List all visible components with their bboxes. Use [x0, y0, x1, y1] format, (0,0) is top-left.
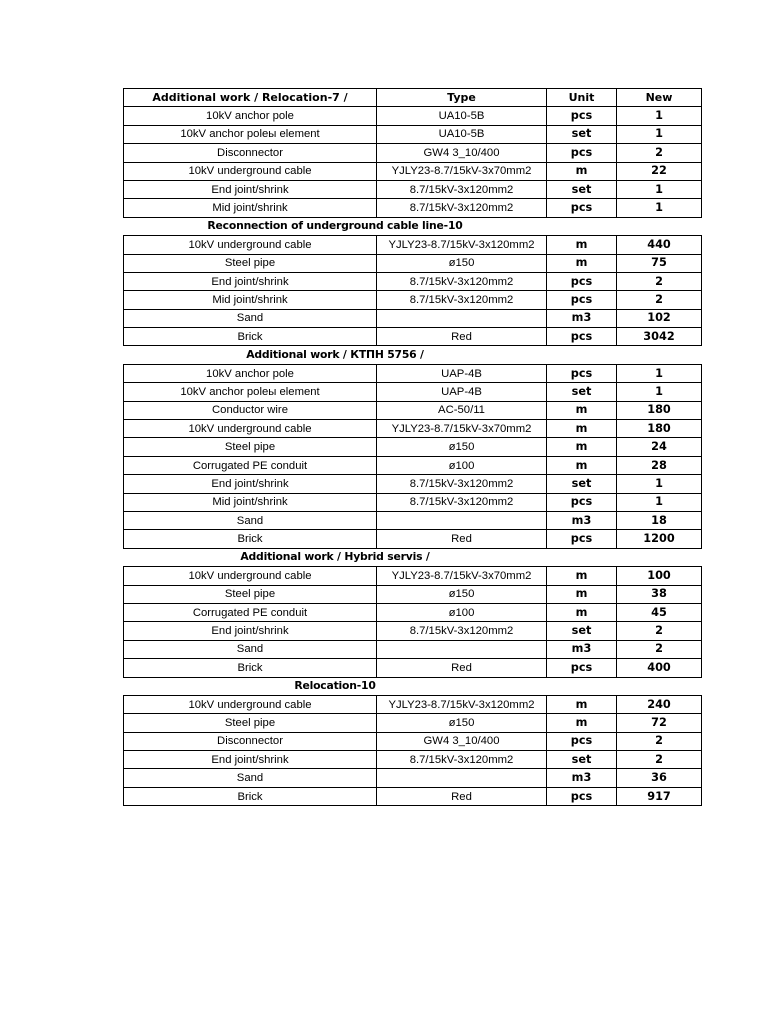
item-quantity: 917 — [617, 787, 702, 805]
item-unit: m — [547, 236, 617, 254]
item-unit: set — [547, 751, 617, 769]
item-unit: pcs — [547, 107, 617, 125]
item-unit: m3 — [547, 640, 617, 658]
item-quantity: 1 — [617, 107, 702, 125]
table-row — [124, 622, 702, 640]
item-unit: set — [547, 180, 617, 198]
item-quantity: 2 — [617, 751, 702, 769]
item-name: Disconnector — [124, 732, 377, 750]
item-quantity: 75 — [617, 254, 702, 272]
item-name: Corrugated PE conduit — [124, 603, 377, 621]
item-quantity: 3042 — [617, 328, 702, 346]
item-type: UA10-5B — [377, 125, 547, 143]
item-name: 10kV anchor poleы element — [124, 125, 377, 143]
item-quantity: 2 — [617, 640, 702, 658]
item-quantity: 400 — [617, 659, 702, 677]
table-row — [124, 420, 702, 438]
item-quantity: 1 — [617, 493, 702, 511]
item-type: Red — [377, 659, 547, 677]
item-quantity: 440 — [617, 236, 702, 254]
item-unit: m — [547, 420, 617, 438]
table-row — [124, 309, 702, 327]
table-row — [124, 438, 702, 456]
item-quantity: 102 — [617, 309, 702, 327]
table-row — [124, 567, 702, 585]
header-type: Type — [377, 89, 547, 107]
table-row — [124, 456, 702, 474]
section-header — [124, 677, 702, 695]
item-name: Corrugated PE conduit — [124, 456, 377, 474]
item-quantity: 2 — [617, 622, 702, 640]
item-unit: set — [547, 475, 617, 493]
item-name: 10kV underground cable — [124, 695, 377, 713]
table-row — [124, 107, 702, 125]
item-type: UA10-5B — [377, 107, 547, 125]
item-unit: m — [547, 401, 617, 419]
item-type: YJLY23-8.7/15kV-3x70mm2 — [377, 162, 547, 180]
item-name: Brick — [124, 659, 377, 677]
item-name: Disconnector — [124, 144, 377, 162]
item-name: 10kV underground cable — [124, 162, 377, 180]
table-row — [124, 659, 702, 677]
item-name: End joint/shrink — [124, 475, 377, 493]
item-name: Brick — [124, 530, 377, 548]
item-type: ø150 — [377, 254, 547, 272]
item-name: Steel pipe — [124, 254, 377, 272]
table-row — [124, 732, 702, 750]
item-unit: pcs — [547, 493, 617, 511]
item-unit: pcs — [547, 530, 617, 548]
item-name: Sand — [124, 769, 377, 787]
item-quantity: 18 — [617, 511, 702, 529]
item-type: 8.7/15kV-3x120mm2 — [377, 622, 547, 640]
item-type: 8.7/15kV-3x120mm2 — [377, 180, 547, 198]
item-type: 8.7/15kV-3x120mm2 — [377, 291, 547, 309]
item-type — [377, 309, 547, 327]
header-new: New — [617, 89, 702, 107]
materials-table — [123, 88, 702, 806]
item-quantity: 1 — [617, 125, 702, 143]
item-type: GW4 3_10/400 — [377, 144, 547, 162]
table-row — [124, 125, 702, 143]
item-unit: pcs — [547, 199, 617, 217]
item-type: AC-50/11 — [377, 401, 547, 419]
table-row — [124, 603, 702, 621]
table-row — [124, 144, 702, 162]
table-row — [124, 364, 702, 382]
header-title: Additional work / Relocation-7 / — [124, 89, 377, 107]
item-quantity: 28 — [617, 456, 702, 474]
table-row — [124, 511, 702, 529]
table-row — [124, 180, 702, 198]
item-type: 8.7/15kV-3x120mm2 — [377, 199, 547, 217]
item-type: YJLY23-8.7/15kV-3x120mm2 — [377, 236, 547, 254]
item-quantity: 1 — [617, 383, 702, 401]
item-unit: m — [547, 456, 617, 474]
item-quantity: 45 — [617, 603, 702, 621]
item-quantity: 1 — [617, 199, 702, 217]
table-row — [124, 751, 702, 769]
item-quantity: 2 — [617, 732, 702, 750]
item-quantity: 24 — [617, 438, 702, 456]
header-unit: Unit — [547, 89, 617, 107]
item-quantity: 1 — [617, 475, 702, 493]
table-row — [124, 585, 702, 603]
item-quantity: 2 — [617, 291, 702, 309]
item-unit: set — [547, 125, 617, 143]
item-quantity: 180 — [617, 401, 702, 419]
item-type: 8.7/15kV-3x120mm2 — [377, 751, 547, 769]
item-unit: m — [547, 714, 617, 732]
table-row — [124, 162, 702, 180]
materials-table-body — [124, 89, 702, 806]
item-type: YJLY23-8.7/15kV-3x120mm2 — [377, 695, 547, 713]
section-header-blank — [547, 677, 702, 695]
item-type: Red — [377, 787, 547, 805]
item-type: 8.7/15kV-3x120mm2 — [377, 493, 547, 511]
section-header — [124, 217, 702, 235]
item-quantity: 240 — [617, 695, 702, 713]
section-title: Reconnection of underground cable line-10 — [207, 219, 463, 233]
item-type — [377, 511, 547, 529]
section-header-blank — [547, 548, 702, 566]
item-type: ø150 — [377, 714, 547, 732]
item-unit: m — [547, 695, 617, 713]
table-row — [124, 254, 702, 272]
item-name: End joint/shrink — [124, 622, 377, 640]
item-type: YJLY23-8.7/15kV-3x70mm2 — [377, 420, 547, 438]
item-quantity: 100 — [617, 567, 702, 585]
item-quantity: 2 — [617, 144, 702, 162]
item-type: ø100 — [377, 456, 547, 474]
item-unit: m — [547, 254, 617, 272]
item-quantity: 180 — [617, 420, 702, 438]
item-unit: m3 — [547, 769, 617, 787]
table-row — [124, 787, 702, 805]
item-name: End joint/shrink — [124, 751, 377, 769]
table-row — [124, 769, 702, 787]
item-unit: m3 — [547, 511, 617, 529]
item-name: 10kV underground cable — [124, 567, 377, 585]
item-name: Conductor wire — [124, 401, 377, 419]
table-row — [124, 199, 702, 217]
item-unit: m — [547, 567, 617, 585]
item-name: Mid joint/shrink — [124, 291, 377, 309]
item-quantity: 1 — [617, 364, 702, 382]
table-row — [124, 530, 702, 548]
item-name: Sand — [124, 309, 377, 327]
item-quantity: 72 — [617, 714, 702, 732]
table-row — [124, 640, 702, 658]
item-type: 8.7/15kV-3x120mm2 — [377, 475, 547, 493]
item-type: ø150 — [377, 585, 547, 603]
table-row — [124, 383, 702, 401]
item-quantity: 2 — [617, 272, 702, 290]
section-header-blank — [547, 346, 702, 364]
item-unit: set — [547, 383, 617, 401]
item-name: Sand — [124, 511, 377, 529]
item-quantity: 36 — [617, 769, 702, 787]
item-unit: pcs — [547, 787, 617, 805]
table-row — [124, 236, 702, 254]
item-type: UAP-4B — [377, 383, 547, 401]
item-name: 10kV anchor poleы element — [124, 383, 377, 401]
item-type: GW4 3_10/400 — [377, 732, 547, 750]
item-type: Red — [377, 328, 547, 346]
item-name: Steel pipe — [124, 714, 377, 732]
table-row — [124, 493, 702, 511]
item-type: Red — [377, 530, 547, 548]
item-name: End joint/shrink — [124, 272, 377, 290]
item-unit: pcs — [547, 732, 617, 750]
item-name: Brick — [124, 328, 377, 346]
item-name: 10kV underground cable — [124, 236, 377, 254]
item-name: Steel pipe — [124, 585, 377, 603]
item-name: 10kV anchor pole — [124, 107, 377, 125]
item-name: Mid joint/shrink — [124, 199, 377, 217]
table-row — [124, 475, 702, 493]
item-type — [377, 640, 547, 658]
item-unit: pcs — [547, 144, 617, 162]
table-row — [124, 328, 702, 346]
item-type: UAP-4B — [377, 364, 547, 382]
item-unit: pcs — [547, 659, 617, 677]
item-unit: pcs — [547, 291, 617, 309]
item-unit: pcs — [547, 328, 617, 346]
table-row — [124, 714, 702, 732]
item-quantity: 1 — [617, 180, 702, 198]
section-header — [124, 346, 702, 364]
item-name: Mid joint/shrink — [124, 493, 377, 511]
item-unit: pcs — [547, 272, 617, 290]
section-header-blank — [547, 217, 702, 235]
item-quantity: 38 — [617, 585, 702, 603]
section-title: Additional work / КТПН 5756 / — [246, 348, 424, 362]
item-unit: pcs — [547, 364, 617, 382]
item-name: Steel pipe — [124, 438, 377, 456]
item-type — [377, 769, 547, 787]
item-type: YJLY23-8.7/15kV-3x70mm2 — [377, 567, 547, 585]
item-unit: set — [547, 622, 617, 640]
item-unit: m — [547, 603, 617, 621]
table-row — [124, 272, 702, 290]
item-name: 10kV underground cable — [124, 420, 377, 438]
table-row — [124, 291, 702, 309]
item-quantity: 22 — [617, 162, 702, 180]
section-title: Additional work / Hybrid servis / — [240, 550, 430, 564]
table-row — [124, 695, 702, 713]
item-unit: m — [547, 585, 617, 603]
item-name: End joint/shrink — [124, 180, 377, 198]
item-name: 10kV anchor pole — [124, 364, 377, 382]
item-name: Sand — [124, 640, 377, 658]
section-title: Relocation-10 — [294, 679, 376, 693]
item-name: Brick — [124, 787, 377, 805]
item-type: ø150 — [377, 438, 547, 456]
table-row — [124, 401, 702, 419]
item-type: ø100 — [377, 603, 547, 621]
item-unit: m3 — [547, 309, 617, 327]
header-row — [124, 89, 702, 107]
section-header — [124, 548, 702, 566]
item-type: 8.7/15kV-3x120mm2 — [377, 272, 547, 290]
item-quantity: 1200 — [617, 530, 702, 548]
item-unit: m — [547, 438, 617, 456]
item-unit: m — [547, 162, 617, 180]
